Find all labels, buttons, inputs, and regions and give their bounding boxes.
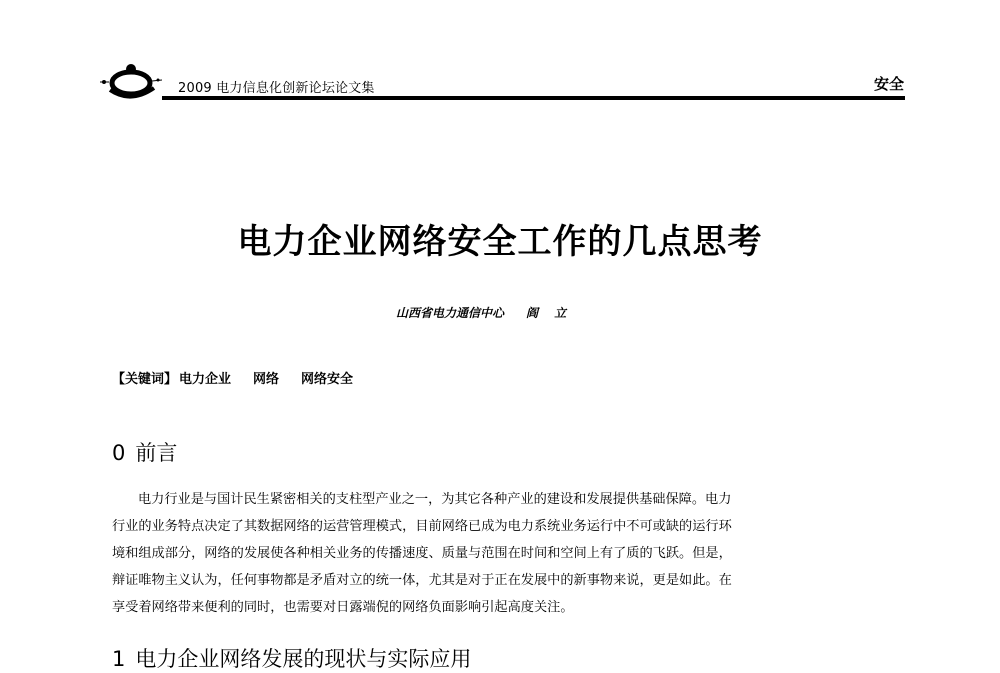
section-title: 电力企业网络发展的现状与实际应用	[135, 647, 472, 671]
keywords-line	[112, 368, 375, 387]
byline	[396, 304, 572, 321]
paragraph-line: 辩证唯物主义认为，任何事物都是矛盾对立的统一体，尤其是对于正在发展中的新事物来说，更是如此。在	[112, 573, 732, 588]
section-title: 前言	[135, 441, 178, 465]
paragraph-line: 行业的业务特点决定了其数据网络的运营管理模式，目前网络已成为电力系统业务运行中不可或缺的运行环	[112, 519, 732, 534]
article-title: 电力企业网络安全工作的几点思考	[237, 222, 763, 262]
paragraph-line: 境和组成部分，网络的发展使各种相关业务的传播速度、质量与范围在时间和空间上有了质的飞跃。但是，	[112, 546, 732, 561]
author-name: 阎 立	[526, 306, 573, 320]
paragraph-line: 享受着网络带来便利的同时，也需要对日露端倪的网络负面影响引起高度关注。	[112, 600, 574, 615]
running-title: 2009 电力信息化创新论坛论文集	[178, 81, 375, 96]
section-number: 1	[112, 647, 126, 671]
section-number: 0	[112, 441, 126, 465]
header-rule	[162, 96, 905, 100]
paragraph-line: 电力行业是与国计民生紧密相关的支柱型产业之一，为其它各种产业的建设和发展提供基础保障。电力	[138, 492, 732, 507]
keyword: 电力企业	[179, 372, 232, 387]
body-paragraph	[112, 486, 908, 621]
keyword: 网络	[253, 372, 280, 387]
section-tag: 安全	[873, 75, 904, 93]
forum-logo-icon	[100, 60, 162, 102]
keywords-label: 【关键词】	[112, 372, 178, 387]
keyword: 网络安全	[301, 372, 354, 387]
section-heading-0	[112, 437, 177, 467]
affiliation: 山西省电力通信中心	[396, 306, 505, 320]
